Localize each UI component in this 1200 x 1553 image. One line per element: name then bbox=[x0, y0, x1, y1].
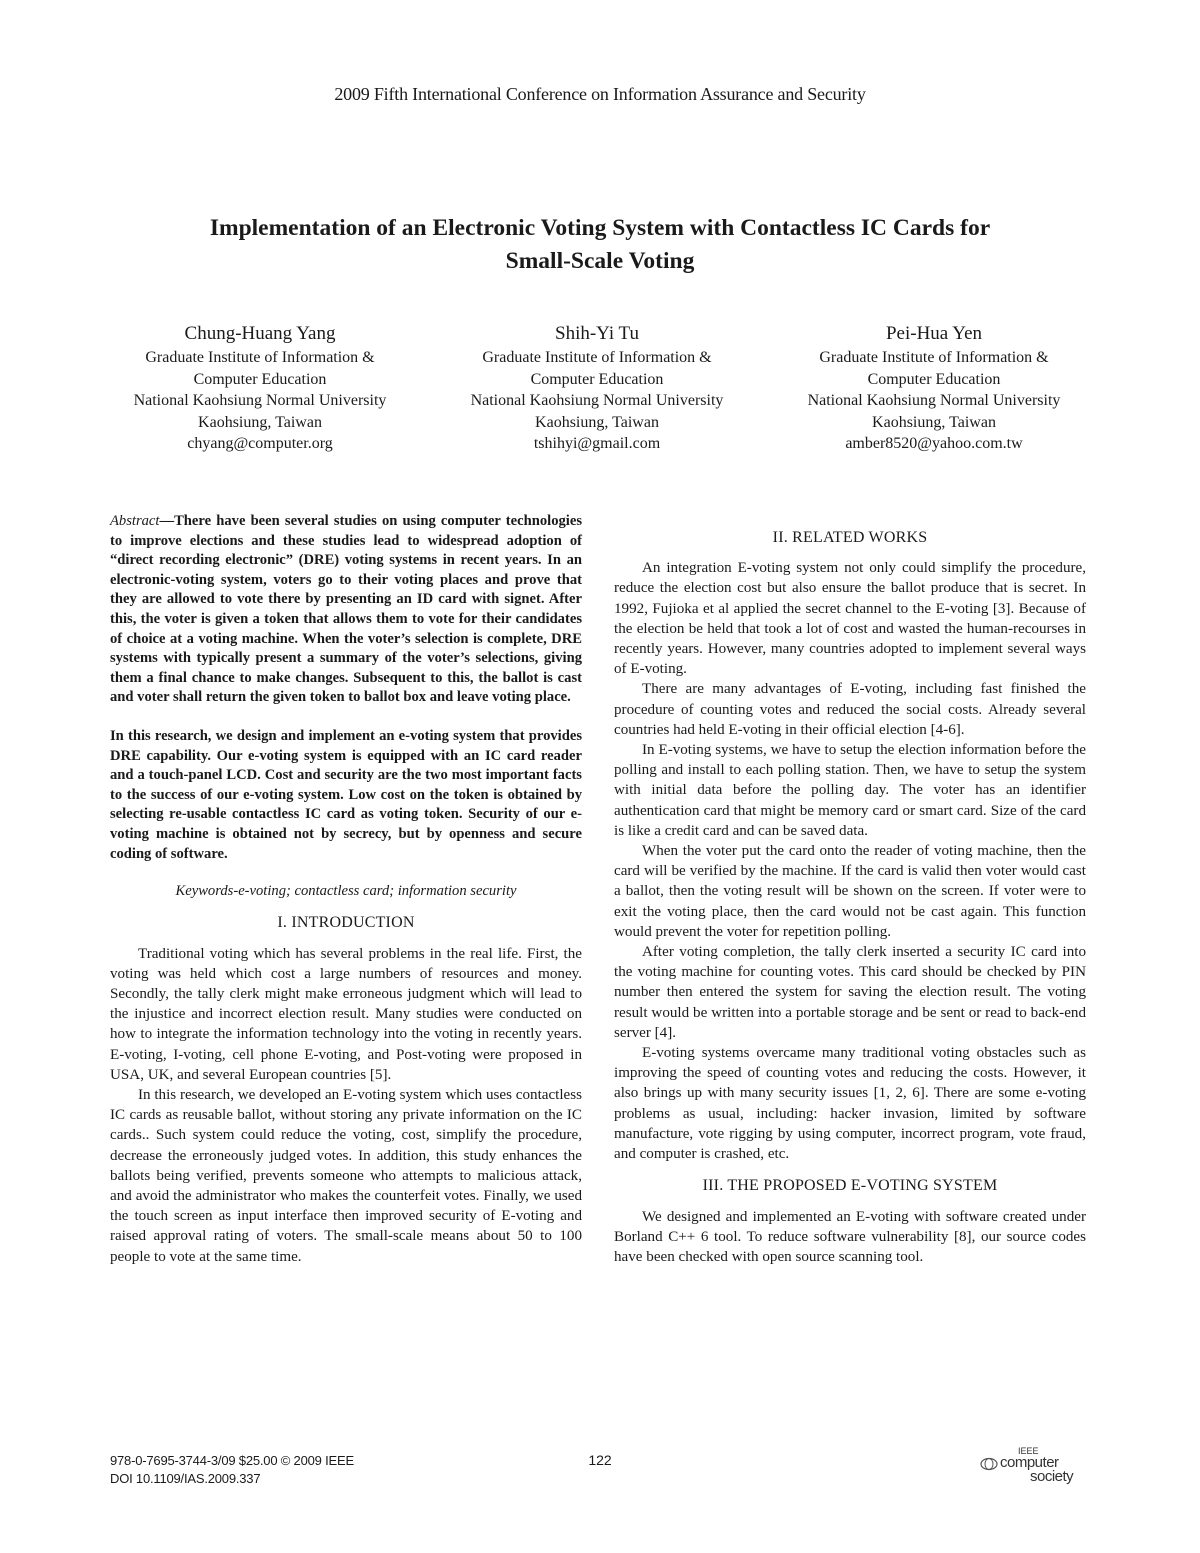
author-affiliation: Graduate Institute of Information & bbox=[482, 349, 712, 366]
body-paragraph: When the voter put the card onto the reader of voting machine, then the card will be verified by the machine. If the card is valid then voter would cast a ballot, then the voting result will be shown on the screen. If voter were to exit the voting place, then the card would not be cast again. This function would prevent the voter for repetition polling. bbox=[614, 843, 1086, 940]
logo-ieee-text: IEEE bbox=[1018, 1446, 1039, 1456]
abstract-text-1: —There have been several studies on using computer technologies to improve elections and these studies lead to widespread adoption of “direct recording electronic” (DRE) voting systems in recent years. In an electronic-voting system, voters go to their voting places and prove that they are allowed to vote there by presenting an ID card with signet. After this, the voter is given a token that allows them to vote for their candidates of choice at a voting machine. When the voter’s selection is complete, DRE systems with typically present a summary of the voter’s selections, giving them a final chance to make changes. Subsequent to this, the ballot is cast and voter shall return the given token to ballot box and leave voting place. bbox=[110, 513, 582, 706]
author-block-2 bbox=[437, 322, 757, 455]
author-department: Computer Education bbox=[193, 370, 327, 388]
author-email[interactable]: chyang@computer.org bbox=[187, 435, 333, 452]
footer-isbn: 978-0-7695-3744-3/09 $25.00 © 2009 IEEE bbox=[110, 1453, 354, 1468]
abstract-section bbox=[110, 512, 582, 864]
section-heading-introduction: I. INTRODUCTION bbox=[277, 914, 415, 932]
body-paragraph: We designed and implemented an E-voting with software created under Borland C++ 6 tool. To reduce software vulnerability [8], our source codes have been checked with open source scanning tool. bbox=[614, 1208, 1086, 1265]
body-paragraph: Traditional voting which has several problems in the real life. First, the voting was held which cost a large numbers of resources and money. Secondly, the tally clerk might make erroneous judgment which will lead to the injustice and incorrect election result. Many studies were conducted on how to integrate the information technology into the voting in recently years. E-voting, I-voting, cell phone E-voting, and Post-voting were proposed in USA, UK, and several European countries [5]. bbox=[110, 945, 582, 1083]
section-heading-proposed-system: III. THE PROPOSED E-VOTING SYSTEM bbox=[702, 1177, 998, 1195]
author-location: Kaohsiung, Taiwan bbox=[535, 413, 659, 431]
section-heading-related-works: II. RELATED WORKS bbox=[772, 529, 928, 546]
right-column bbox=[614, 528, 1086, 1267]
author-email[interactable]: amber8520@yahoo.com.tw bbox=[845, 435, 1023, 452]
author-university: National Kaohsiung Normal University bbox=[807, 392, 1061, 409]
paper-title bbox=[100, 212, 1100, 278]
abstract-paragraph-2: In this research, we design and implement an e-voting system that provides DRE capability. Our e-voting system is equipped with an IC card reader and a touch-panel LCD. Cost and security are the two most important facts to the success of our e-voting system. Low cost on the token is obtained by selecting re-usable contactless IC card as voting token. Security of our e-voting machine is obtained not by secrecy, but by openness and secure coding of software. bbox=[110, 727, 582, 862]
page-number: 122 bbox=[588, 1452, 612, 1468]
author-name: Shih-Yi Tu bbox=[555, 323, 639, 344]
related-works-body bbox=[614, 558, 1086, 1164]
author-location: Kaohsiung, Taiwan bbox=[872, 413, 996, 431]
proposed-system-body bbox=[614, 1207, 1086, 1268]
body-paragraph: E-voting systems overcame many traditional voting obstacles such as improving the speed of counting votes and reducing the costs. However, it also brings up with many security issues [1, 2, 6]. There are some e-voting problems as usual, including: hacker invasion, limited by software manufacture, vote rigging by using computer, incorrect program, vote fraud, and computer is crashed, etc. bbox=[614, 1045, 1086, 1163]
keywords: Keywords-e-voting; contactless card; information security bbox=[175, 883, 517, 900]
author-email[interactable]: tshihyi@gmail.com bbox=[533, 435, 661, 452]
left-column bbox=[110, 512, 582, 1267]
conference-header: 2009 Fifth International Conference on Information Assurance and Security bbox=[334, 84, 866, 104]
author-department: Computer Education bbox=[530, 370, 664, 388]
logo-society-text: society bbox=[1030, 1468, 1074, 1485]
body-paragraph: An integration E-voting system not only could simplify the procedure, reduce the election cost but also ensure the ballot produce that is secret. In 1992, Fujioka et al applied the secret channel to the E-voting [3]. Because of the election be held that took a lot of cost and wasted the human-recourses in recently years. However, many countries adopted to implement several ways of E-voting. bbox=[614, 560, 1086, 678]
author-affiliation: Graduate Institute of Information & bbox=[145, 349, 375, 366]
body-paragraph: After voting completion, the tally clerk inserted a security IC card into the voting machine for counting votes. This card should be checked by PIN number then entered the system for saving the election result. The voting result would be written into a portable storage and be sent or read to back-end server [4]. bbox=[614, 944, 1086, 1041]
author-location: Kaohsiung, Taiwan bbox=[198, 413, 322, 431]
footer-doi[interactable]: DOI 10.1109/IAS.2009.337 bbox=[110, 1471, 261, 1486]
author-university: National Kaohsiung Normal University bbox=[470, 392, 724, 409]
title-line-1: Implementation of an Electronic Voting System with Contactless IC Cards for bbox=[209, 215, 991, 241]
author-name: Chung-Huang Yang bbox=[184, 323, 336, 344]
abstract-paragraph-1 bbox=[110, 512, 582, 708]
body-paragraph: In E-voting systems, we have to setup the election information before the polling and install to each polling station. Then, we have to setup the system with initial data before the polling day. The voter has an identifier authentication card that might be memory card or smart card. Size of the card is like a credit card and can be saved data. bbox=[614, 742, 1086, 839]
author-name: Pei-Hua Yen bbox=[885, 323, 983, 344]
author-affiliation: Graduate Institute of Information & bbox=[819, 349, 1049, 366]
ieee-computer-society-logo bbox=[980, 1446, 1090, 1486]
logo-computer-text: computer bbox=[1000, 1454, 1059, 1471]
introduction-body bbox=[110, 944, 582, 1267]
body-paragraph: In this research, we developed an E-voting system which uses contactless IC cards as reusable ballot, without storing any private information on the IC cards.. Such system could reduce the voting, cost, simplify the procedure, decrease the erroneously judged votes. In addition, this study enhances the ballots being verified, prevents someone who attempts to malicious attack, and avoid the administrator who makes the counterfeit votes. Finally, we used the touch screen as input interface then improved security of E-voting and raised approval rating of voters. The small-scale means about 50 to 100 people to vote at the same time. bbox=[110, 1086, 582, 1265]
author-block-3 bbox=[774, 322, 1094, 455]
title-line-2: Small-Scale Voting bbox=[505, 248, 695, 274]
body-paragraph: There are many advantages of E-voting, including fast finished the procedure of counting votes and reduced the social costs. Already several countries had held E-voting in their official election [4-6]. bbox=[614, 681, 1086, 738]
author-block-1 bbox=[100, 322, 420, 455]
author-university: National Kaohsiung Normal University bbox=[133, 392, 387, 409]
author-department: Computer Education bbox=[867, 370, 1001, 388]
society-logo-icon bbox=[980, 1457, 998, 1471]
abstract-label: Abstract bbox=[110, 513, 160, 529]
